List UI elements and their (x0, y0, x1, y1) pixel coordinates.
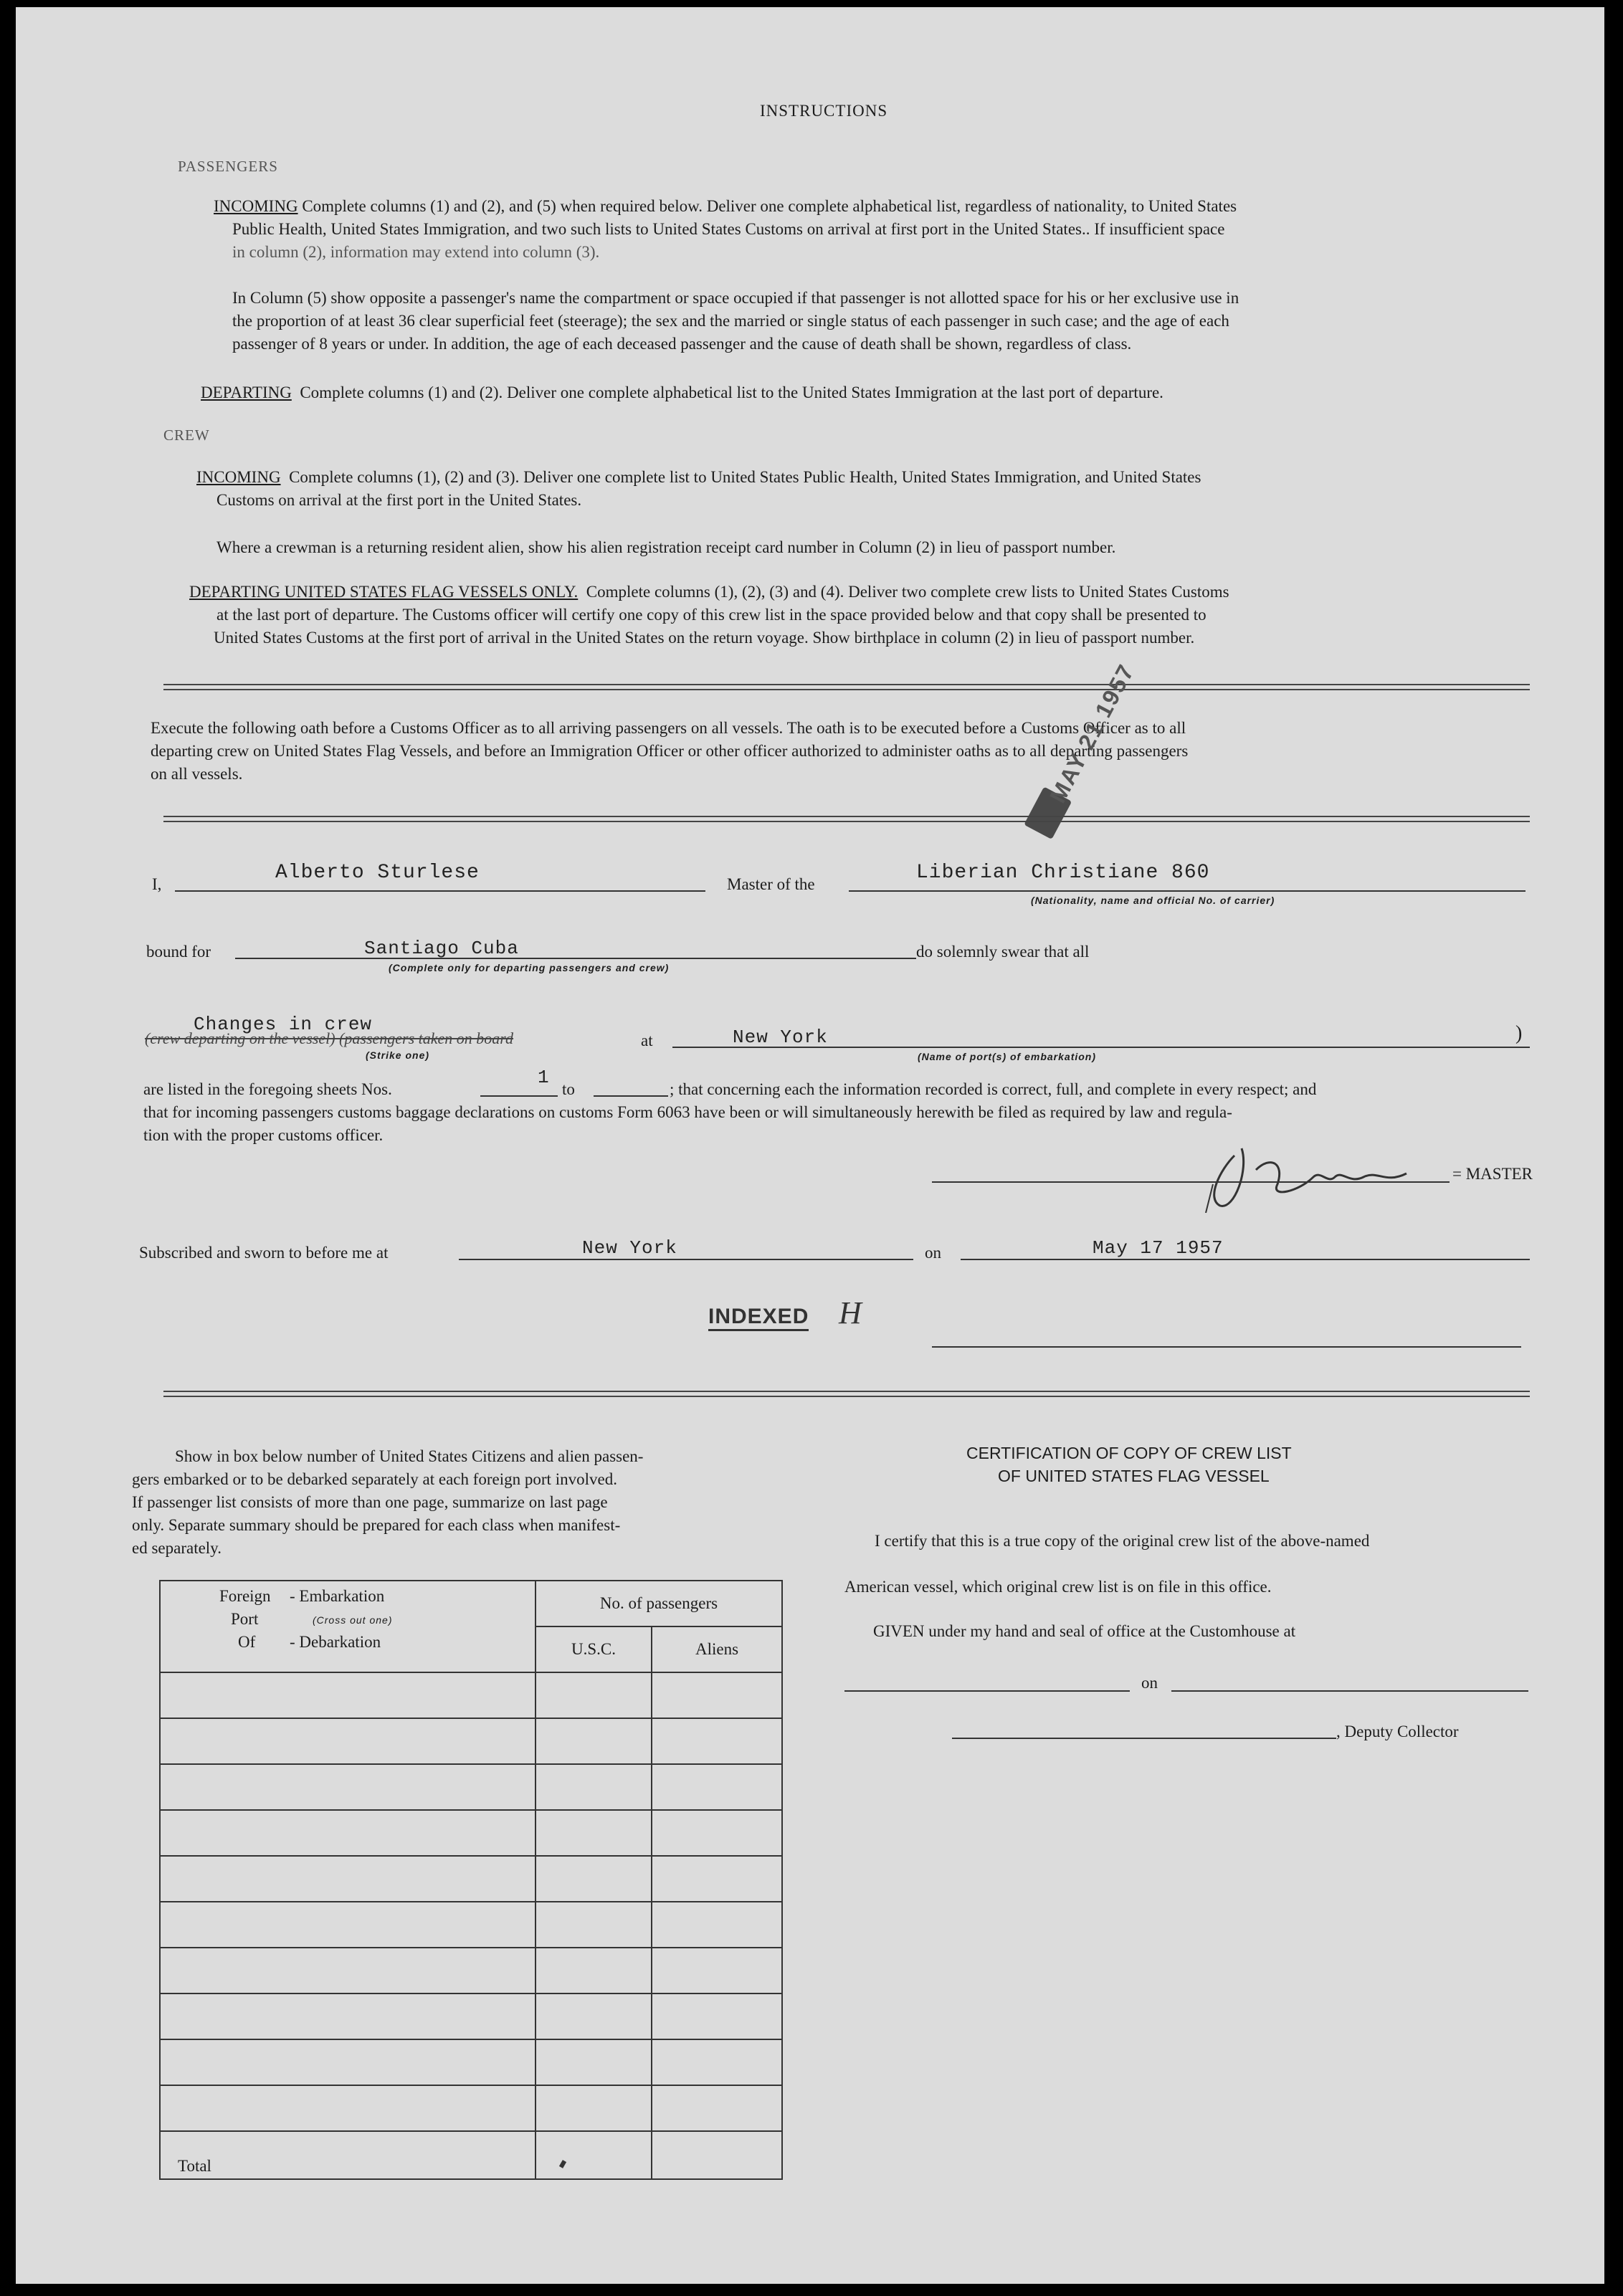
port-hint: (Name of port(s) of embarkation) (918, 1051, 1097, 1062)
crew-heading: CREW (163, 427, 210, 444)
summary-row (160, 1856, 782, 1902)
passengers-incoming-line3: in column (2), information may extend into column (3). (232, 243, 600, 261)
summary-row (160, 1948, 782, 1993)
deputy-signature-line (952, 1738, 1336, 1739)
sworn-place: New York (582, 1237, 677, 1259)
header-port: Port (231, 1610, 259, 1628)
usc-cell[interactable] (536, 1856, 652, 1902)
crew-incoming-para (196, 466, 1201, 489)
indexed-stamp: INDEXED (708, 1305, 809, 1331)
deputy-collector-label: , Deputy Collector (1336, 1723, 1459, 1740)
certification-line2: American vessel, which original crew list is on file in this office. (844, 1578, 1272, 1596)
sworn-place-line (459, 1259, 913, 1260)
total-label: Total (160, 2131, 536, 2179)
passengers-incoming-label: INCOMING (214, 197, 298, 215)
column5-line1: In Column (5) show opposite a passenger's name the compartment or space occupied if that passenger is not allotted space for his or her exclusive use in (232, 289, 1239, 307)
strike-one-hint: (Strike one) (366, 1049, 430, 1061)
indexed-mark: H (839, 1295, 862, 1330)
port-cell[interactable] (160, 2039, 536, 2085)
usc-cell[interactable] (536, 1764, 652, 1810)
summary-intro-line5: ed separately. (132, 1539, 222, 1557)
section-divider (163, 684, 1530, 690)
bound-for-label: bound for (146, 943, 211, 961)
aliens-cell[interactable] (652, 1672, 782, 1718)
passengers-departing-para (201, 381, 1163, 404)
crew-incoming-line2: Customs on arrival at the first port in the United States. (216, 491, 582, 509)
at-label: at (641, 1032, 653, 1049)
sworn-date: May 17 1957 (1093, 1237, 1224, 1259)
passengers-departing-label: DEPARTING (201, 384, 292, 401)
oath-intro-line1: Execute the following oath before a Customs Officer as to all arriving passengers on all vessels. The oath is to be executed before a Customs Officer as to all (151, 719, 1186, 737)
sheet-to-line (594, 1095, 668, 1097)
header-aliens: Aliens (652, 1626, 782, 1672)
usc-cell[interactable] (536, 1810, 652, 1856)
usc-cell[interactable] (536, 1902, 652, 1948)
port-cell[interactable] (160, 1993, 536, 2039)
bound-for-line (235, 958, 916, 959)
crew-departing-line3: United States Customs at the first port of arrival in the United States on the return voyage. Show birthplace in column (2) in lieu of passport number. (214, 629, 1195, 647)
certification-date-line (1171, 1690, 1528, 1692)
port-cell[interactable] (160, 1948, 536, 1993)
section-divider (163, 816, 1530, 822)
sheet-number: 1 (538, 1067, 550, 1088)
header-port-cell (160, 1581, 536, 1672)
passengers-incoming-line2: Public Health, United States Immigration, and two such lists to United States Customs on arrival at first port in the United States.. If insufficient space (232, 220, 1225, 238)
summary-row (160, 2085, 782, 2131)
port-cell[interactable] (160, 1764, 536, 1810)
summary-intro-line2: gers embarked or to be debarked separately at each foreign port involved. (132, 1470, 617, 1488)
header-num-passengers: No. of passengers (536, 1581, 782, 1626)
usc-cell[interactable] (536, 2085, 652, 2131)
changes-in-crew: Changes in crew (194, 1014, 373, 1035)
port-paren-close: ) (1515, 1022, 1523, 1044)
vessel-line (849, 890, 1526, 892)
struck-crew-passengers-line: (crew departing on the vessel) (passengers taken on board (145, 1029, 514, 1047)
embarkation-port: New York (733, 1026, 828, 1048)
master-name-line (175, 890, 705, 892)
summary-row (160, 1672, 782, 1718)
crew-resident-text: Where a crewman is a returning resident alien, show his alien registration receipt card number in Column (2) in lieu of passport number. (216, 538, 1116, 556)
listed-label: are listed in the foregoing sheets Nos. (143, 1080, 392, 1098)
certification-on-label: on (1141, 1674, 1158, 1692)
crew-departing-line1: Complete columns (1), (2), (3) and (4). Deliver two complete crew lists to United States Customs (586, 583, 1229, 601)
stamp-text: MAY 21 1957 (1044, 659, 1140, 807)
aliens-cell[interactable] (652, 1810, 782, 1856)
master-label: = MASTER (1452, 1165, 1533, 1183)
summary-row (160, 1764, 782, 1810)
crew-departing-label: DEPARTING UNITED STATES FLAG VESSELS ONLY. (189, 583, 579, 601)
usc-cell[interactable] (536, 1993, 652, 2039)
bound-for-value: Santiago Cuba (364, 938, 519, 959)
regulation-text: tion with the proper customs officer. (143, 1126, 384, 1144)
header-usc: U.S.C. (536, 1626, 652, 1672)
master-suffix: MASTER (1465, 1165, 1533, 1183)
swear-text: do solemnly swear that all (916, 943, 1090, 961)
aliens-cell[interactable] (652, 2085, 782, 2131)
summary-intro-line4: only. Separate summary should be prepared for each class when manifest- (132, 1516, 621, 1534)
summary-row (160, 1810, 782, 1856)
column5-line3: passenger of 8 years or under. In addition, the age of each deceased passenger and the cause of death shall be shown, regardless of class. (232, 335, 1132, 353)
sheet-from-line (480, 1095, 558, 1097)
crew-departing-para (189, 581, 1229, 604)
port-cell[interactable] (160, 1718, 536, 1764)
aliens-cell[interactable] (652, 1718, 782, 1764)
usc-cell[interactable] (536, 1672, 652, 1718)
certification-line3: GIVEN under my hand and seal of office at the Customhouse at (873, 1622, 1296, 1640)
column5-line2: the proportion of at least 36 clear superficial feet (steerage); the sex and the married or single status of each passenger in such case; and the age of each (232, 312, 1229, 330)
subscribed-label: Subscribed and sworn to before me at (139, 1244, 389, 1262)
concerning-text: ; that concerning each the information recorded is correct, full, and complete in every respect; and (670, 1080, 1317, 1098)
sworn-on-label: on (925, 1244, 941, 1262)
header-embarkation: - Embarkation (290, 1587, 385, 1605)
to-label: to (562, 1080, 575, 1098)
vessel-name: Liberian Christiane 860 (916, 862, 1210, 884)
aliens-cell[interactable] (652, 1948, 782, 1993)
port-cell[interactable] (160, 1672, 536, 1718)
crew-departing-line2: at the last port of departure. The Customs officer will certify one copy of this crew list in the space provided below and that copy shall be presented to (216, 606, 1206, 624)
summary-header-row (160, 1581, 782, 1626)
master-signature (1191, 1127, 1428, 1216)
total-aliens-cell[interactable] (652, 2131, 782, 2179)
certification-line1: I certify that this is a true copy of the original crew list of the above-named (875, 1532, 1370, 1550)
certification-title-line2: OF UNITED STATES FLAG VESSEL (998, 1467, 1270, 1485)
header-cross-out: (Cross out one) (313, 1614, 393, 1626)
port-cell[interactable] (160, 1902, 536, 1948)
header-of: Of (238, 1633, 256, 1651)
summary-intro-line3: If passenger list consists of more than one page, summarize on last page (132, 1493, 608, 1511)
summary-intro-line1: Show in box below number of United States Citizens and alien passen- (175, 1447, 644, 1465)
vessel-hint: (Nationality, name and official No. of carrier) (1031, 895, 1275, 906)
master-of-label: Master of the (727, 875, 815, 893)
passengers-heading: PASSENGERS (178, 158, 278, 175)
usc-cell[interactable] (536, 1718, 652, 1764)
instructions-title: INSTRUCTIONS (760, 102, 888, 120)
bound-for-hint: (Complete only for departing passengers and crew) (389, 962, 670, 973)
header-foreign: Foreign (219, 1587, 271, 1605)
passengers-incoming-line1: Complete columns (1) and (2), and (5) when required below. Deliver one complete alphabetical list, regardless of nationality, to United States (302, 197, 1237, 215)
port-cell[interactable] (160, 1810, 536, 1856)
incoming-passengers-text: that for incoming passengers customs baggage declarations on customs Form 6063 have been or will simultaneously herewith be filed as required by law and regula- (143, 1103, 1232, 1121)
total-usc-cell[interactable] (536, 2131, 652, 2179)
summary-row (160, 1993, 782, 2039)
summary-total-row (160, 2131, 782, 2179)
form-sheet (16, 7, 1604, 2284)
master-name: Alberto Sturlese (275, 862, 480, 884)
summary-row (160, 1718, 782, 1764)
summary-row (160, 2039, 782, 2085)
customhouse-line (844, 1690, 1130, 1692)
aliens-cell[interactable] (652, 1856, 782, 1902)
oath-intro-line2: departing crew on United States Flag Vessels, and before an Immigration Officer or other officer authorized to administer oaths as to all departing passengers (151, 742, 1189, 760)
officer-signature-line (932, 1346, 1521, 1348)
oath-i-label: I, (152, 875, 162, 893)
passengers-incoming-para (214, 195, 1237, 218)
aliens-cell[interactable] (652, 1764, 782, 1810)
aliens-cell[interactable] (652, 1993, 782, 2039)
section-divider (163, 1391, 1530, 1397)
aliens-cell[interactable] (652, 2039, 782, 2085)
crew-incoming-line1: Complete columns (1), (2) and (3). Deliver one complete list to United States Public Health, United States Immigration, and United States (289, 468, 1201, 486)
port-cell[interactable] (160, 2085, 536, 2131)
oath-intro-line3: on all vessels. (151, 765, 243, 783)
passengers-departing-text: Complete columns (1) and (2). Deliver one complete alphabetical list to the United States Immigration at the last port of departure. (300, 384, 1163, 401)
sworn-date-line (961, 1259, 1530, 1260)
usc-cell[interactable] (536, 2039, 652, 2085)
passenger-summary-table (159, 1580, 783, 2180)
aliens-cell[interactable] (652, 1902, 782, 1948)
summary-row (160, 1902, 782, 1948)
certification-title-line1: CERTIFICATION OF COPY OF CREW LIST (966, 1444, 1292, 1462)
usc-cell[interactable] (536, 1948, 652, 1993)
header-debarkation: - Debarkation (290, 1633, 381, 1651)
crew-incoming-label: INCOMING (196, 468, 281, 486)
port-cell[interactable] (160, 1856, 536, 1902)
